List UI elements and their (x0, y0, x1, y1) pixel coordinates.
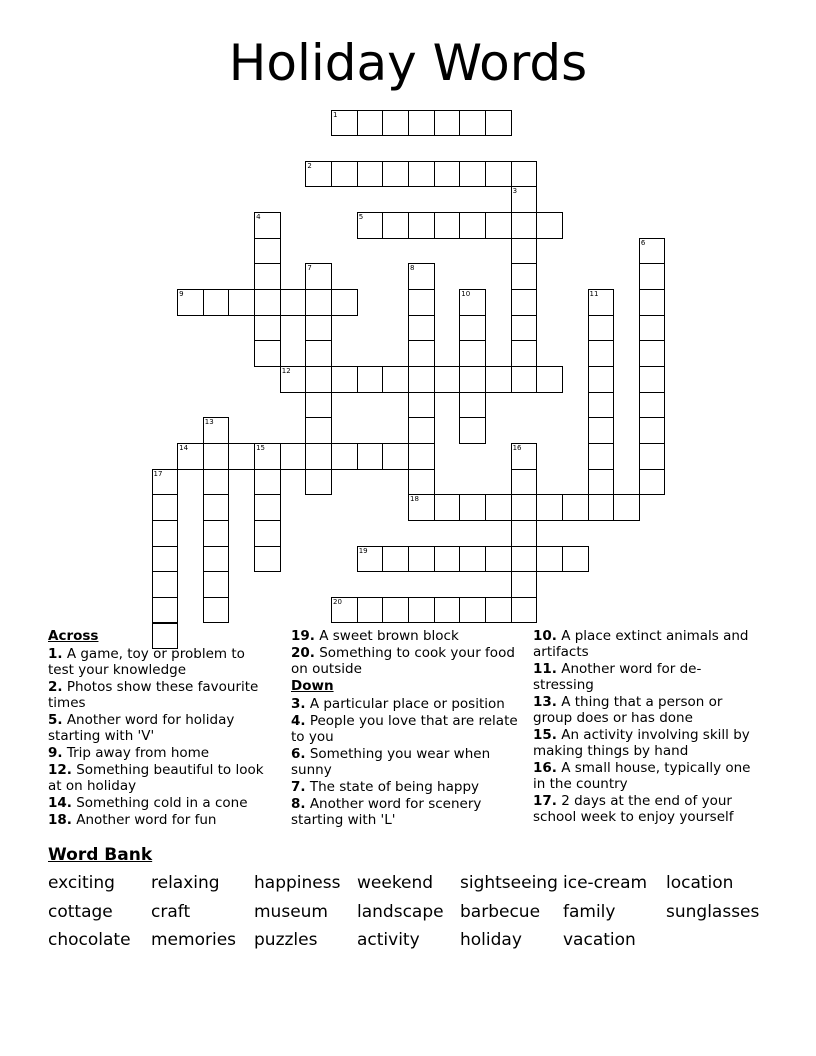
grid-cell[interactable] (511, 212, 538, 239)
grid-cell[interactable] (434, 494, 461, 521)
clue (533, 628, 758, 660)
grid-cell[interactable] (254, 494, 281, 521)
grid-cell[interactable] (485, 212, 512, 239)
grid-cell[interactable] (511, 161, 538, 188)
clue-number-label: 1. (48, 646, 63, 662)
grid-cell[interactable] (382, 546, 409, 573)
clue-number-label: 10. (533, 628, 557, 644)
word-bank-word: location (666, 873, 734, 893)
grid-cell[interactable] (485, 110, 512, 137)
grid-cell[interactable] (434, 546, 461, 573)
clue-number-label: 3. (291, 696, 306, 712)
grid-cell[interactable] (408, 161, 435, 188)
clue-text: A small house, typically one in the country (533, 760, 751, 792)
word-bank-word: cottage (48, 902, 113, 922)
clue-text: An activity involving skill by making things by hand (533, 727, 750, 759)
clue (533, 661, 758, 693)
clue-number-label: 13. (533, 694, 557, 710)
grid-cell[interactable] (639, 340, 666, 367)
down-header: Down (291, 678, 334, 694)
clue-number-label: 17. (533, 793, 557, 809)
word-bank-word: weekend (357, 873, 434, 893)
clue (48, 646, 270, 678)
clue (291, 696, 519, 712)
grid-cell[interactable] (254, 212, 281, 239)
clue-text: Something you wear when sunny (291, 746, 491, 778)
grid-cell[interactable] (357, 110, 384, 137)
grid-cell[interactable] (459, 315, 486, 342)
grid-cell[interactable] (562, 494, 589, 521)
word-bank-word: activity (357, 930, 420, 950)
grid-cell[interactable] (588, 289, 615, 316)
clue-number: 14 (179, 443, 189, 452)
clue-number-label: 14. (48, 795, 72, 811)
clue-text: The state of being happy (305, 779, 480, 795)
grid-cell[interactable] (177, 443, 204, 470)
grid-cell[interactable] (305, 340, 332, 367)
grid-cell[interactable] (485, 161, 512, 188)
clue (533, 760, 758, 792)
clue-number-label: 7. (291, 779, 306, 795)
grid-cell[interactable] (408, 417, 435, 444)
grid-cell[interactable] (203, 494, 230, 521)
grid-cell[interactable] (203, 417, 230, 444)
clue-text: Something to cook your food on outside (291, 645, 515, 677)
word-bank-word: happiness (254, 873, 341, 893)
clue-number: 17 (153, 469, 163, 478)
grid-cell[interactable] (485, 597, 512, 624)
grid-cell[interactable] (331, 443, 358, 470)
grid-cell[interactable] (254, 443, 281, 470)
grid-cell[interactable] (588, 315, 615, 342)
grid-cell[interactable] (639, 443, 666, 470)
grid-cell[interactable] (382, 597, 409, 624)
word-bank-word: sunglasses (666, 902, 760, 922)
grid-cell[interactable] (536, 366, 563, 393)
word-bank-word: holiday (460, 930, 522, 950)
word-bank-word: barbecue (460, 902, 541, 922)
grid-cell[interactable] (254, 520, 281, 547)
grid-cell[interactable] (203, 597, 230, 624)
grid-cell[interactable] (305, 417, 332, 444)
grid-cell[interactable] (408, 340, 435, 367)
clue-number-label: 4. (291, 713, 306, 729)
grid-cell[interactable] (357, 366, 384, 393)
clue-number: 18 (410, 495, 419, 504)
grid-cell[interactable] (639, 289, 666, 316)
grid-cell[interactable] (459, 494, 486, 521)
grid-cell[interactable] (536, 546, 563, 573)
grid-cell[interactable] (152, 546, 179, 573)
clue-number-label: 2. (48, 679, 63, 695)
grid-cell[interactable] (152, 571, 179, 598)
grid-cell[interactable] (331, 289, 358, 316)
clue (291, 746, 519, 778)
clue-number: 1 (333, 110, 338, 119)
grid-cell[interactable] (280, 443, 307, 470)
grid-cell[interactable] (459, 417, 486, 444)
clue-text: 2 days at the end of your school week to enjoy yourself (533, 793, 734, 825)
grid-cell[interactable] (485, 366, 512, 393)
clue-number-label: 11. (533, 661, 557, 677)
clue-number: 11 (589, 290, 599, 299)
clue-number: 2 (307, 161, 312, 170)
clue-number-label: 18. (48, 812, 72, 828)
grid-cell[interactable] (434, 110, 461, 137)
clue-text: Something beautiful to look at on holiday (48, 762, 264, 794)
grid-cell[interactable] (536, 212, 563, 239)
grid-cell[interactable] (203, 443, 230, 470)
clue-number: 12 (281, 367, 291, 375)
word-bank-word: chocolate (48, 930, 131, 950)
grid-cell[interactable] (408, 392, 435, 419)
word-bank-word: relaxing (151, 873, 220, 893)
clue (291, 713, 519, 745)
clue-text: A place extinct animals and artifacts (533, 628, 749, 660)
grid-cell[interactable] (459, 289, 486, 316)
grid-cell[interactable] (485, 494, 512, 521)
grid-cell[interactable] (459, 392, 486, 419)
clue (48, 679, 270, 711)
grid-cell[interactable] (305, 469, 332, 496)
grid-cell[interactable] (511, 546, 538, 573)
grid-cell[interactable] (331, 161, 358, 188)
grid-cell[interactable] (588, 366, 615, 393)
grid-cell[interactable] (511, 186, 538, 213)
clue (533, 793, 758, 825)
grid-cell[interactable] (408, 494, 435, 521)
clue-number: 3 (512, 187, 518, 196)
grid-cell[interactable] (408, 366, 435, 393)
grid-cell[interactable] (254, 238, 281, 265)
grid-cell[interactable] (536, 494, 563, 521)
grid-cell[interactable] (382, 110, 409, 137)
grid-cell[interactable] (588, 443, 615, 470)
clue-text: Trip away from home (62, 745, 210, 761)
grid-cell[interactable] (639, 366, 666, 393)
word-bank-word: ice-cream (563, 873, 648, 893)
clue (291, 779, 519, 795)
grid-cell[interactable] (228, 443, 255, 470)
grid-cell[interactable] (254, 315, 281, 342)
clue-number: 16 (512, 443, 522, 452)
grid-cell[interactable] (511, 340, 538, 367)
grid-cell[interactable] (485, 546, 512, 573)
clue-number-label: 19. (291, 628, 315, 644)
clue-number-label: 5. (48, 712, 63, 728)
word-bank-word: sightseeing (460, 873, 558, 893)
grid-cell[interactable] (511, 443, 538, 470)
grid-cell[interactable] (408, 443, 435, 470)
grid-cell[interactable] (305, 161, 332, 188)
grid-cell[interactable] (305, 315, 332, 342)
grid-cell[interactable] (254, 546, 281, 573)
clue (291, 796, 519, 828)
word-bank-word: vacation (563, 930, 636, 950)
clue-number-label: 9. (48, 745, 63, 761)
grid-cell[interactable] (280, 289, 307, 316)
clue-text: People you love that are relate to you (291, 713, 518, 745)
clue-number: 4 (256, 213, 261, 222)
grid-cell[interactable] (639, 469, 666, 496)
clue (48, 795, 270, 811)
word-bank-title: Word Bank (48, 845, 153, 865)
grid-cell[interactable] (511, 315, 538, 342)
clue (48, 762, 270, 794)
clue (48, 745, 270, 761)
grid-cell[interactable] (511, 571, 538, 598)
grid-cell[interactable] (305, 289, 332, 316)
grid-cell[interactable] (382, 161, 409, 188)
clue-text: A sweet brown block (314, 628, 459, 644)
grid-cell[interactable] (639, 392, 666, 419)
grid-cell[interactable] (613, 494, 640, 521)
clue-number-label: 8. (291, 796, 306, 812)
clue-text: Another word for holiday starting with 'V' (48, 712, 235, 744)
clue-number: 8 (410, 264, 415, 273)
grid-cell[interactable] (639, 263, 666, 290)
clue-number: 10 (461, 290, 471, 299)
grid-cell[interactable] (152, 520, 179, 547)
grid-cell[interactable] (459, 340, 486, 367)
word-bank-word: puzzles (254, 930, 318, 950)
grid-cell[interactable] (434, 597, 461, 624)
word-bank-word: museum (254, 902, 328, 922)
clue-number-label: 6. (291, 746, 306, 762)
clue-number-label: 12. (48, 762, 72, 778)
grid-cell[interactable] (305, 443, 332, 470)
grid-cell[interactable] (408, 315, 435, 342)
grid-cell[interactable] (331, 597, 358, 624)
grid-cell[interactable] (357, 161, 384, 188)
grid-cell[interactable] (459, 597, 486, 624)
clue-number: 13 (204, 418, 214, 427)
clue-number: 6 (640, 238, 646, 247)
grid-cell[interactable] (305, 263, 332, 290)
clues-column-3 (533, 628, 758, 826)
grid-cell[interactable] (408, 263, 435, 290)
clue (48, 812, 270, 828)
clue-number: 7 (307, 264, 312, 273)
clue-text: A thing that a person or group does or has done (533, 694, 723, 726)
clue-number-label: 20. (291, 645, 315, 661)
word-bank-word: exciting (48, 873, 115, 893)
grid-cell[interactable] (562, 546, 589, 573)
clue (291, 645, 519, 677)
clue-number: 20 (333, 597, 342, 606)
clue-number-label: 16. (533, 760, 557, 776)
grid-cell[interactable] (357, 546, 384, 573)
grid-cell[interactable] (357, 597, 384, 624)
grid-cell[interactable] (305, 366, 332, 393)
grid-cell[interactable] (588, 340, 615, 367)
clue-number-label: 15. (533, 727, 557, 743)
word-bank-word: craft (151, 902, 191, 922)
grid-cell[interactable] (408, 469, 435, 496)
grid-cell[interactable] (331, 110, 358, 137)
clue-number: 15 (256, 443, 266, 452)
clues-column-1 (48, 628, 270, 829)
grid-cell[interactable] (459, 366, 486, 393)
grid-cell[interactable] (228, 289, 255, 316)
grid-cell[interactable] (511, 494, 538, 521)
grid-cell[interactable] (203, 520, 230, 547)
clues-column-2 (291, 628, 519, 829)
grid-cell[interactable] (331, 366, 358, 393)
grid-cell[interactable] (408, 110, 435, 137)
grid-cell[interactable] (203, 571, 230, 598)
clue-text: A particular place or position (305, 696, 505, 712)
grid-cell[interactable] (254, 469, 281, 496)
clue (533, 727, 758, 759)
grid-cell[interactable] (408, 289, 435, 316)
word-bank-word: memories (151, 930, 237, 950)
clue-number: 5 (358, 213, 364, 222)
grid-cell[interactable] (357, 443, 384, 470)
grid-cell[interactable] (382, 366, 409, 393)
grid-cell[interactable] (357, 212, 384, 239)
grid-cell[interactable] (511, 238, 538, 265)
grid-cell[interactable] (588, 469, 615, 496)
grid-cell[interactable] (177, 289, 204, 316)
clue-text: A game, toy or problem to test your knowledge (48, 646, 245, 678)
grid-cell[interactable] (434, 161, 461, 188)
clue-text: Another word for scenery starting with 'L' (291, 796, 482, 828)
grid-cell[interactable] (459, 161, 486, 188)
clue-text: Another word for de-stressing (533, 661, 702, 693)
grid-cell[interactable] (408, 212, 435, 239)
grid-cell[interactable] (511, 289, 538, 316)
word-bank-word: landscape (357, 902, 444, 922)
grid-cell[interactable] (254, 340, 281, 367)
grid-cell[interactable] (434, 366, 461, 393)
grid-cell[interactable] (408, 597, 435, 624)
clue-text: Something cold in a cone (71, 795, 248, 811)
grid-cell[interactable] (588, 392, 615, 419)
across-header: Across (48, 628, 99, 644)
grid-cell[interactable] (152, 597, 179, 624)
grid-cell[interactable] (434, 212, 461, 239)
clue-number: 19 (358, 546, 368, 555)
grid-cell[interactable] (639, 417, 666, 444)
grid-cell[interactable] (588, 417, 615, 444)
grid-cell[interactable] (254, 289, 281, 316)
grid-cell[interactable] (408, 546, 435, 573)
clue-text: Another word for fun (71, 812, 217, 828)
clue-text: Photos show these favourite times (48, 679, 259, 711)
grid-cell[interactable] (203, 469, 230, 496)
clue (291, 628, 519, 644)
grid-cell[interactable] (459, 546, 486, 573)
grid-cell[interactable] (511, 366, 538, 393)
grid-cell[interactable] (152, 469, 179, 496)
grid-cell[interactable] (152, 494, 179, 521)
grid-cell[interactable] (203, 289, 230, 316)
grid-cell[interactable] (459, 212, 486, 239)
grid-cell[interactable] (459, 110, 486, 137)
grid-cell[interactable] (280, 366, 307, 393)
clue (533, 694, 758, 726)
grid-cell[interactable] (511, 520, 538, 547)
grid-cell[interactable] (588, 494, 615, 521)
grid-cell[interactable] (382, 212, 409, 239)
grid-cell[interactable] (511, 597, 538, 624)
grid-cell[interactable] (639, 238, 666, 265)
grid-cell[interactable] (254, 263, 281, 290)
page-title: Holiday Words (228, 34, 588, 92)
grid-cell[interactable] (639, 315, 666, 342)
grid-cell[interactable] (203, 546, 230, 573)
grid-cell[interactable] (511, 469, 538, 496)
word-bank-word: family (563, 902, 616, 922)
clue (48, 712, 270, 744)
clue-number: 9 (179, 290, 184, 299)
grid-cell[interactable] (305, 392, 332, 419)
grid-cell[interactable] (511, 263, 538, 290)
grid-cell[interactable] (382, 443, 409, 470)
